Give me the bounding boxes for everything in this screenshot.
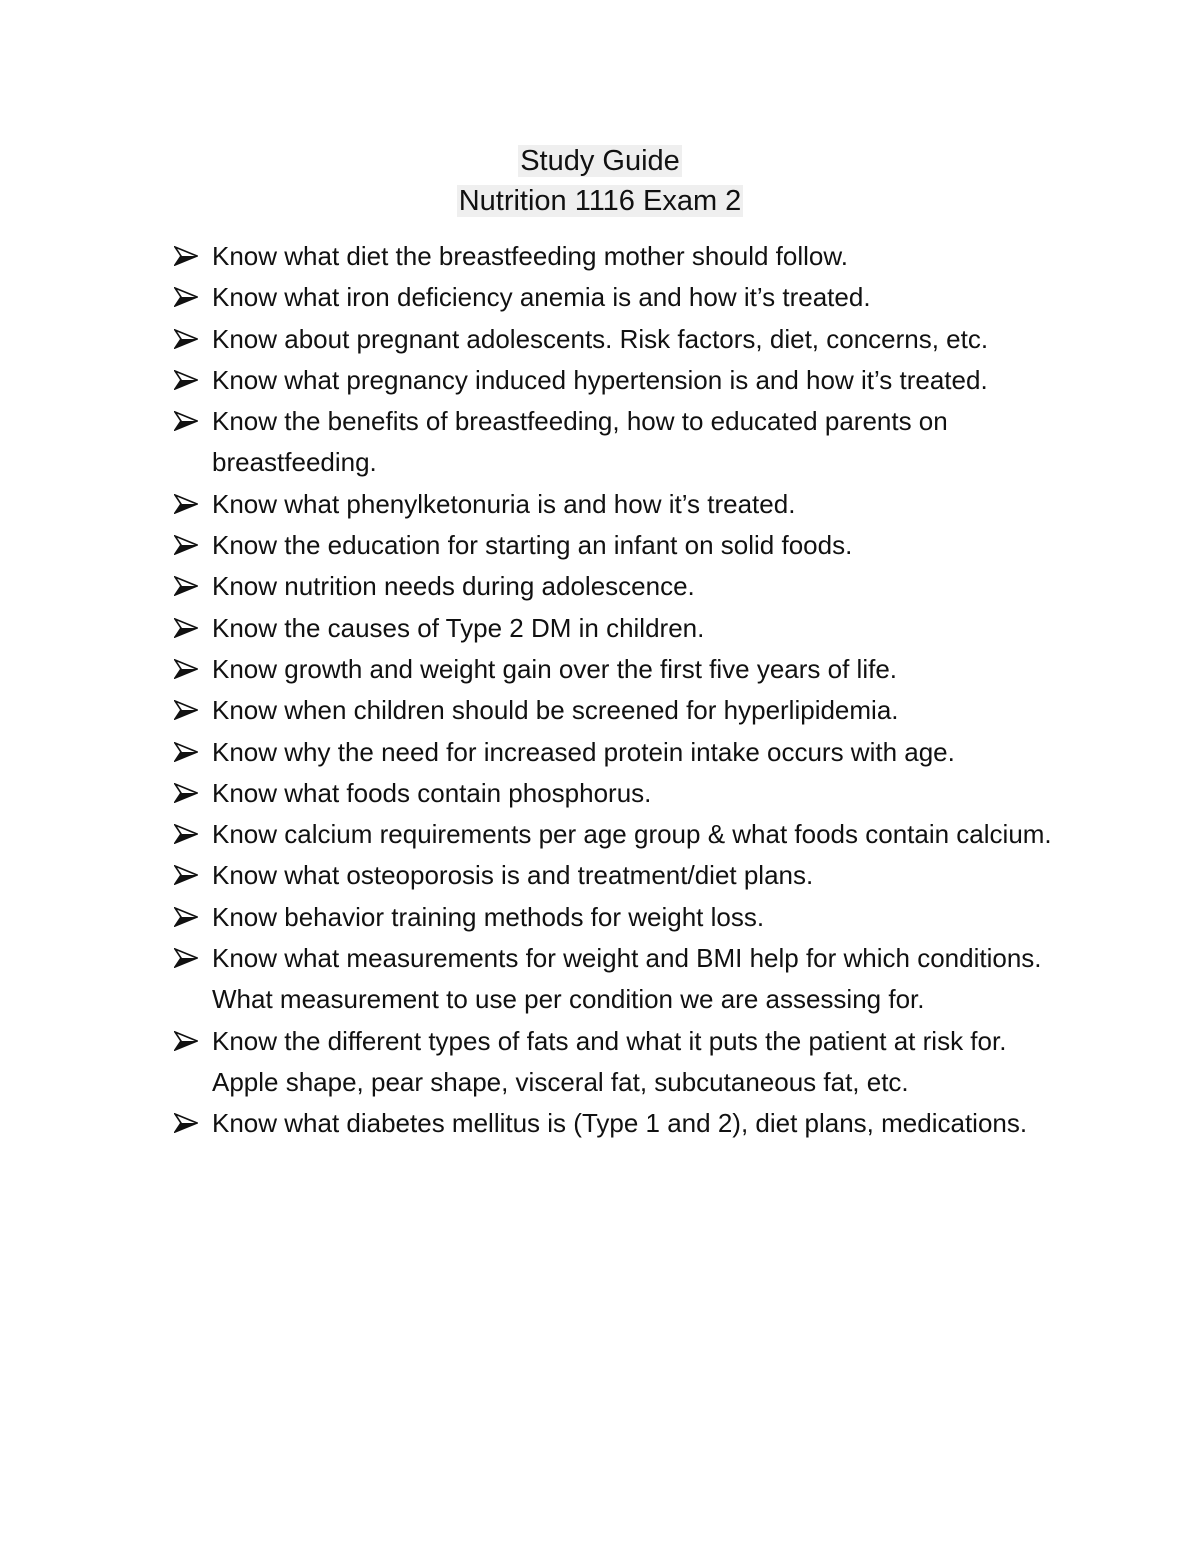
list-item-text: Know what iron deficiency anemia is and how it’s treated. xyxy=(212,282,871,313)
arrowhead-bullet-icon xyxy=(174,360,204,390)
list-item-text: Know what measurements for weight and BMI help for which conditions. What measurement to use per condition we are assessing for. xyxy=(212,943,1042,1015)
title-block xyxy=(0,141,1200,221)
arrowhead-bullet-icon xyxy=(174,608,204,638)
list-item-text: Know about pregnant adolescents. Risk factors, diet, concerns, etc. xyxy=(212,323,989,354)
list-item-text: Know what osteoporosis is and treatment/diet plans. xyxy=(212,860,814,891)
arrowhead-bullet-icon xyxy=(174,566,204,596)
list-item xyxy=(174,1021,1074,1104)
list-item xyxy=(174,814,1074,855)
arrowhead-bullet-icon xyxy=(174,319,204,349)
arrowhead-bullet-icon xyxy=(174,649,204,679)
list-item-text: Know the different types of fats and what it puts the patient at risk for. Apple shape, pear shape, visceral fat, subcutaneous fat, etc. xyxy=(212,1025,1007,1097)
list-item-text: Know what diabetes mellitus is (Type 1 and 2), diet plans, medications. xyxy=(212,1108,1028,1139)
arrowhead-bullet-icon xyxy=(174,236,204,266)
list-item xyxy=(174,566,1074,607)
list-item-text: Know growth and weight gain over the first five years of life. xyxy=(212,653,898,684)
arrowhead-bullet-icon xyxy=(174,277,204,307)
list-item-text: Know what phenylketonuria is and how it’s treated. xyxy=(212,488,796,519)
list-item xyxy=(174,525,1074,566)
arrowhead-bullet-icon xyxy=(174,732,204,762)
arrowhead-bullet-icon xyxy=(174,855,204,885)
page-title: Study Guide xyxy=(520,145,680,177)
list-item xyxy=(174,484,1074,525)
list-item xyxy=(174,732,1074,773)
list-item-text: Know the education for starting an infant on solid foods. xyxy=(212,530,853,561)
list-item-text: Know what pregnancy induced hypertension is and how it’s treated. xyxy=(212,364,988,395)
list-item-text: Know calcium requirements per age group & what foods contain calcium. xyxy=(212,819,1052,850)
list-item-text: Know when children should be screened for hyperlipidemia. xyxy=(212,695,899,726)
list-item xyxy=(174,855,1074,896)
arrowhead-bullet-icon xyxy=(174,938,204,968)
arrowhead-bullet-icon xyxy=(174,690,204,720)
title-line xyxy=(0,141,1200,181)
subtitle-line xyxy=(0,181,1200,221)
list-item xyxy=(174,938,1074,1021)
list-item-text: Know behavior training methods for weight loss. xyxy=(212,901,765,932)
list-item xyxy=(174,773,1074,814)
list-item xyxy=(174,401,1074,484)
arrowhead-bullet-icon xyxy=(174,1103,204,1133)
list-item xyxy=(174,649,1074,690)
arrowhead-bullet-icon xyxy=(174,773,204,803)
arrowhead-bullet-icon xyxy=(174,401,204,431)
arrowhead-bullet-icon xyxy=(174,897,204,927)
list-item-text: Know what foods contain phosphorus. xyxy=(212,777,652,808)
list-item xyxy=(174,1103,1074,1144)
list-item xyxy=(174,277,1074,318)
list-item xyxy=(174,897,1074,938)
list-item xyxy=(174,690,1074,731)
page-subtitle: Nutrition 1116 Exam 2 xyxy=(458,185,742,217)
list-item-text: Know the causes of Type 2 DM in children. xyxy=(212,612,705,643)
list-item-text: Know the benefits of breastfeeding, how to educated parents on breastfeeding. xyxy=(212,406,948,478)
list-item xyxy=(174,319,1074,360)
list-item-text: Know why the need for increased protein intake occurs with age. xyxy=(212,736,955,767)
arrowhead-bullet-icon xyxy=(174,1021,204,1051)
study-items-list xyxy=(174,236,1074,1145)
arrowhead-bullet-icon xyxy=(174,525,204,555)
list-item-text: Know what diet the breastfeeding mother should follow. xyxy=(212,241,848,271)
arrowhead-bullet-icon xyxy=(174,484,204,514)
list-item xyxy=(174,360,1074,401)
list-item-text: Know nutrition needs during adolescence. xyxy=(212,571,695,602)
list-item xyxy=(174,236,1074,277)
arrowhead-bullet-icon xyxy=(174,814,204,844)
list-item xyxy=(174,608,1074,649)
